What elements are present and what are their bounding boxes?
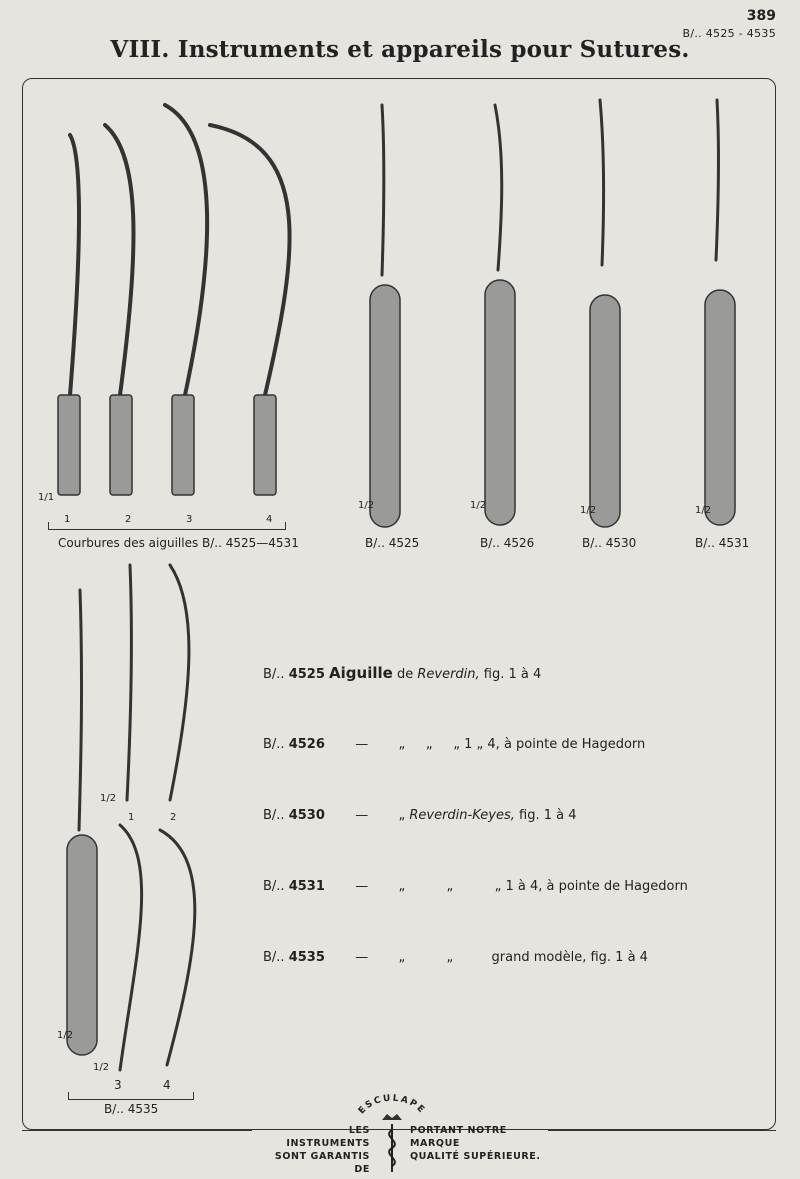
footer-right-line2: QUALITÉ SUPÉRIEURE.	[410, 1151, 541, 1162]
item-dash: —	[355, 950, 369, 965]
catalog-range: B/.. 4525 - 4535	[682, 27, 776, 40]
item-prefix: de	[396, 667, 414, 682]
footer-right	[410, 1124, 550, 1163]
item-ref: B/..	[263, 808, 285, 823]
curvatures-scale: 1/1	[38, 492, 55, 503]
item-marks: „	[398, 808, 406, 823]
large-model-scale: 1/2	[93, 1062, 110, 1073]
item-rest: 1 à 4, à pointe de Hagedorn	[505, 879, 688, 894]
curvature-number: 4	[266, 514, 273, 525]
large-model-scale: 1/2	[100, 793, 117, 804]
curvature-number: 2	[125, 514, 132, 525]
needle-caption: B/.. 4530	[582, 536, 637, 550]
large-model-scale: 1/2	[57, 1030, 74, 1041]
item-italic: Reverdin,	[417, 667, 480, 682]
item-ref: B/..	[263, 667, 285, 682]
item-number: 4535	[288, 950, 325, 965]
needle-curvatures-illustration	[30, 95, 320, 515]
footer-left-line1: LES INSTRUMENTS	[286, 1125, 370, 1149]
curvature-number: 1	[64, 514, 71, 525]
item-number: 4526	[288, 737, 325, 752]
needle-scale: 1/2	[580, 505, 597, 516]
svg-text:ESCULAPE	[357, 1094, 427, 1117]
item-dash: —	[355, 808, 369, 823]
curvatures-brace	[48, 522, 286, 530]
footer-left-line2: SONT GARANTIS DE	[274, 1151, 370, 1175]
item-row	[263, 808, 577, 823]
large-model-number: 2	[170, 812, 177, 823]
item-ref: B/..	[263, 737, 285, 752]
item-rest: fig. 1 à 4	[483, 667, 542, 682]
large-model-number: 1	[128, 812, 135, 823]
needle-scale: 1/2	[358, 500, 375, 511]
item-row	[263, 879, 688, 894]
item-marks: „ „ „	[398, 879, 502, 894]
item-italic: Reverdin-Keyes,	[409, 808, 515, 823]
curvature-number: 3	[186, 514, 193, 525]
curvatures-caption: Courbures des aiguilles B/.. 4525—4531	[58, 536, 299, 550]
item-row	[263, 664, 541, 682]
item-number: 4525	[288, 667, 325, 682]
needle-caption: B/.. 4525	[365, 536, 420, 550]
item-ref: B/..	[263, 950, 285, 965]
item-dash: —	[355, 879, 369, 894]
item-marks: „ „ „ 1 „ 4,	[398, 737, 500, 752]
item-ref: B/..	[263, 879, 285, 894]
large-model-brace	[68, 1092, 194, 1100]
item-row	[263, 737, 645, 752]
footer-left	[268, 1124, 370, 1176]
item-name: Aiguille	[329, 664, 393, 682]
page-number: 389	[746, 8, 776, 24]
needle-caption: B/.. 4526	[480, 536, 535, 550]
needle-scale: 1/2	[695, 505, 712, 516]
item-rest: grand modèle, fig. 1 à 4	[491, 950, 648, 965]
large-model-illustration	[55, 560, 215, 1080]
item-number: 4530	[288, 808, 325, 823]
item-row	[263, 950, 648, 965]
needle-scale: 1/2	[470, 500, 487, 511]
large-model-number: 3	[114, 1078, 122, 1092]
item-rest: fig. 1 à 4	[519, 808, 577, 823]
large-model-number: 4	[163, 1078, 171, 1092]
item-marks: „ „	[398, 950, 454, 965]
frame-bottom-right	[548, 1130, 776, 1131]
large-model-caption: B/.. 4535	[104, 1102, 159, 1116]
brand-name: ESCULAPE	[356, 1093, 428, 1117]
item-number: 4531	[288, 879, 325, 894]
page-title: VIII. Instruments et appareils pour Sutures.	[110, 36, 690, 63]
footer-right-line1: PORTANT NOTRE MARQUE	[410, 1125, 507, 1149]
item-rest: à pointe de Hagedorn	[503, 737, 646, 752]
item-dash: —	[355, 737, 369, 752]
reverdin-needles-illustration	[360, 95, 760, 535]
needle-caption: B/.. 4531	[695, 536, 750, 550]
frame-bottom-left	[22, 1130, 252, 1131]
